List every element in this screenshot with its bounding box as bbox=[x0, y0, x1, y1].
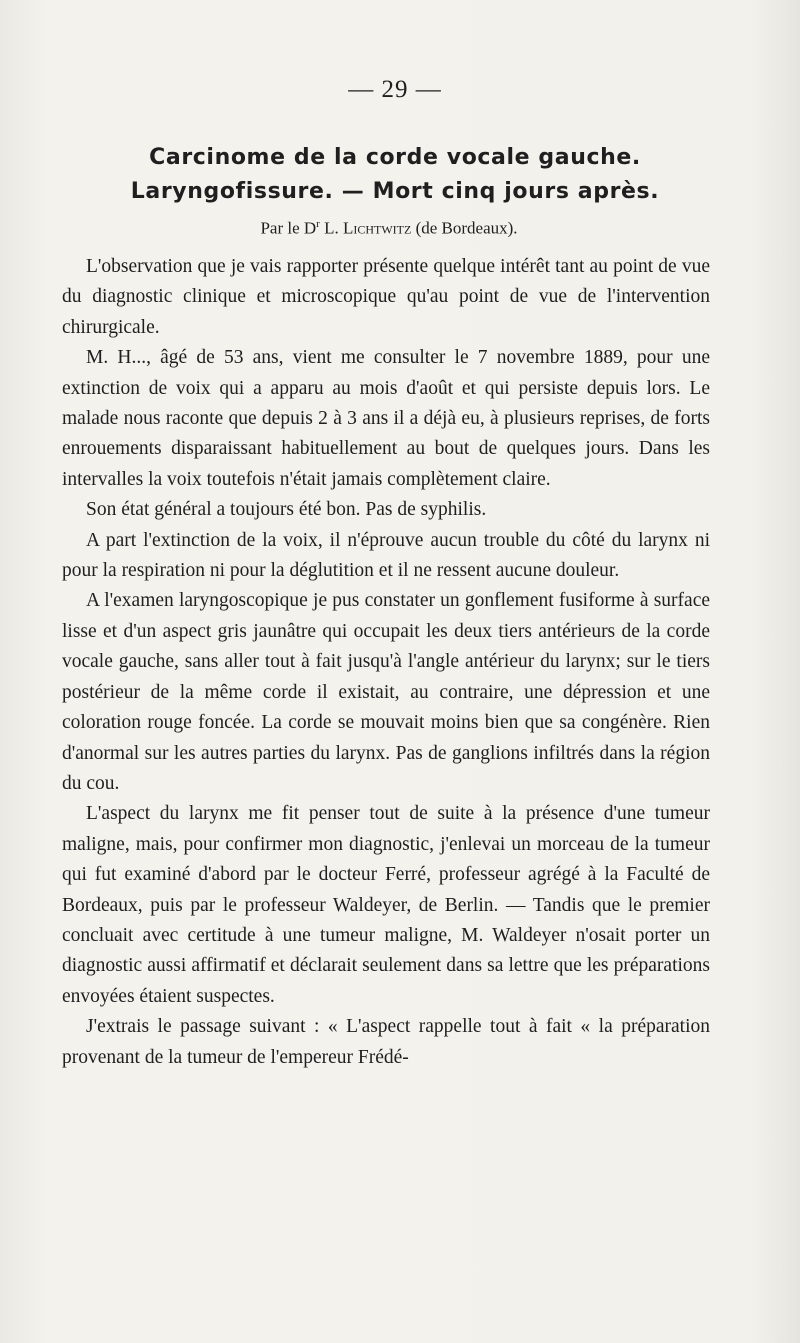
page-number: — 29 — bbox=[348, 76, 442, 103]
byline-superscript: r bbox=[316, 218, 320, 230]
paragraph-quotation: J'extrais le passage suivant : « L'aspect rappelle tout à fait « la préparation provenant de la tumeur de l'empereur Frédé- bbox=[62, 1016, 710, 1068]
paragraph-diagnosis: L'aspect du larynx me fit penser tout de suite à la présence d'une tumeur maligne, mais, pour confirmer mon diagnostic, j'enlevai un morceau de la tumeur qui fut examiné d'abord par le docteur Ferré, professeur agrégé à la Faculté de Bordeaux, puis par le professeur Waldeyer, de Berlin. — Tandis que le premier concluait avec certitude à une tumeur maligne, M. Waldeyer n'osait porter un diagnostic aussi affirmatif et déclarait seulement dans sa lettre que les préparations envoyées étaient suspectes. bbox=[62, 803, 710, 1007]
paragraph-introduction: L'observation que je vais rapporter présente quelque intérêt tant au point de vue du diagnostic clinique et microscopique qu'au point de vue de l'intervention chirurgicale. bbox=[62, 256, 710, 338]
paragraph-examination: A l'examen laryngoscopique je pus constater un gonflement fusiforme à surface lisse et d'un aspect gris jaunâtre qui occupait les deux tiers antérieurs de la corde vocale gauche, sans aller tout à fait jusqu'à l'angle antérieur du larynx; sur le tiers postérieur de la même corde il existait, au contraire, une dépression et une coloration rouge foncée. La corde se mouvait moins bien que sa congénère. Rien d'anormal sur les autres parties du larynx. Pas de ganglions infiltrés dans la région du cou. bbox=[62, 590, 710, 794]
byline-initial: L. bbox=[319, 218, 343, 238]
byline-prefix: Par le D bbox=[260, 218, 317, 238]
author-byline bbox=[0, 218, 778, 239]
paragraph-history: M. H..., âgé de 53 ans, vient me consulter le 7 novembre 1889, pour une extinction de voix qui a apparu au mois d'août et qui persiste depuis lors. Le malade nous raconte que depuis 2 à 3 ans il a déjà eu, à plusieurs reprises, de forts enrouements disparaissant habituellement au bout de quelques jours. Dans les intervalles la voix toutefois n'était jamais complètement claire. bbox=[62, 347, 710, 490]
article-title-line-1: Carcinome de la corde vocale gauche. bbox=[149, 145, 641, 170]
paragraph-general-state: Son état général a toujours été bon. Pas de syphilis. bbox=[86, 499, 487, 521]
article-title-line-2: Laryngofissure. — Mort cinq jours après. bbox=[130, 179, 660, 204]
byline-affiliation: (de Bordeaux). bbox=[411, 218, 518, 238]
article-body bbox=[62, 252, 710, 1073]
byline-author-name: Lichtwitz bbox=[342, 218, 412, 238]
paragraph-symptoms: A part l'extinction de la voix, il n'éprouve aucun trouble du côté du larynx ni pour la respiration ni pour la déglutition et il ne ressent aucune douleur. bbox=[62, 529, 710, 582]
